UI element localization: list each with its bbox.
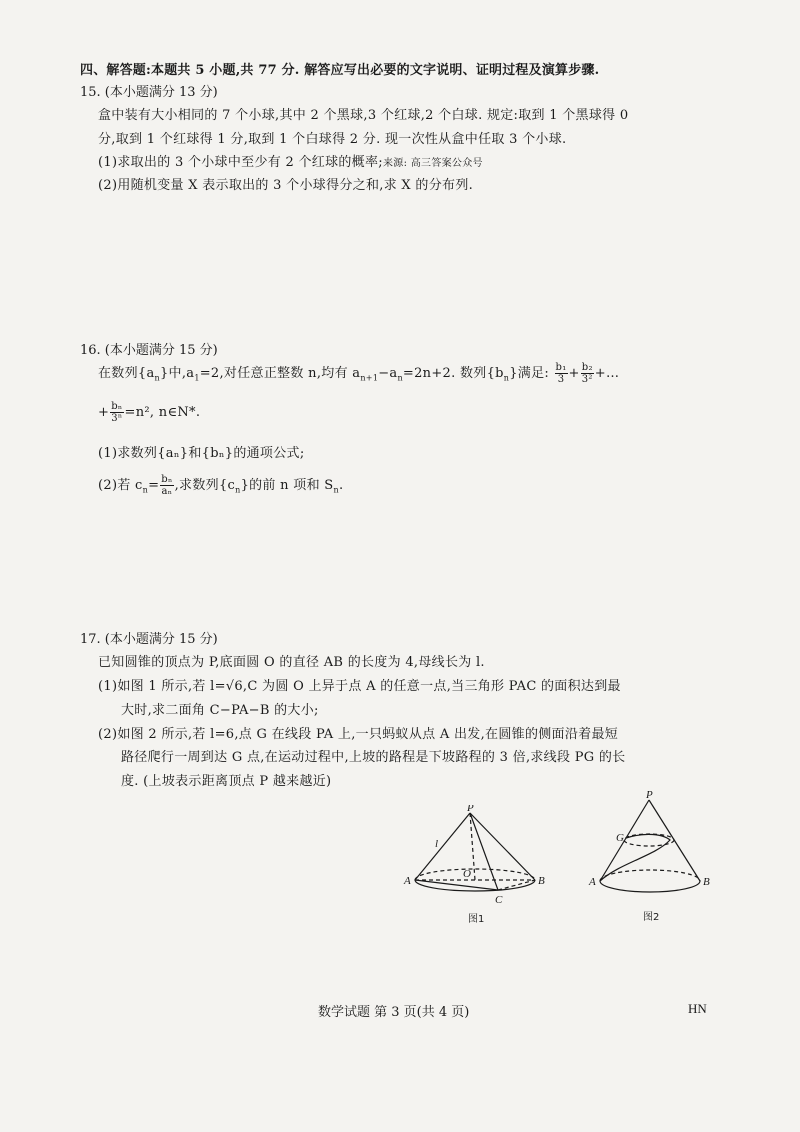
q15-part1 [98, 151, 483, 170]
q16-line2-tail: =n², n∈N*. [124, 405, 201, 420]
q16-sub: n [503, 373, 510, 383]
footer-code: HN [688, 1001, 707, 1016]
q17-part2-l2: 路径爬行一周到达 G 点,在运动过程中,上坡的路程是下坡路程的 3 倍,求线段 PG 的长 [121, 750, 626, 765]
q16-text-f: }满足: [509, 366, 550, 381]
q16-header: 16. (本小题满分 15 分) [80, 343, 218, 358]
fig2-label-G: G [616, 832, 624, 844]
q17-part1-l1: (1)如图 1 所示,若 l=√6,C 为圆 O 上异于点 A 的任意一点,当三角形 PAC 的面积达到最 [98, 679, 621, 694]
frac-den: 3ⁿ [111, 413, 123, 424]
q16-frac-bn [110, 401, 123, 424]
q17-header: 17. (本小题满分 15 分) [80, 632, 218, 647]
q16-frac-c [160, 474, 173, 497]
fig2-caption: 图2 [643, 912, 660, 923]
q16-frac-b1 [555, 362, 568, 385]
q16-plus: + [98, 405, 110, 420]
q16-line2 [98, 401, 200, 424]
fig1-label-O: O [463, 868, 471, 880]
fig2-label-B: B [703, 876, 710, 888]
q16-text-e: =2n+2. 数列{b [402, 366, 504, 381]
fig2-label-P: P [646, 789, 653, 801]
q15-line1: 盒中装有大小相同的 7 个小球,其中 2 个黑球,3 个红球,2 个白球. 规定:取到 1 个黑球得 0 [98, 108, 629, 123]
q17-part1-l2: 大时,求二面角 C−PA−B 的大小; [121, 703, 319, 718]
fig1-label-A: A [404, 875, 411, 887]
generator-PA [415, 813, 470, 880]
q16-sub: n+1 [360, 373, 379, 383]
q15-part2: (2)用随机变量 X 表示取出的 3 个小球得分之和,求 X 的分布列. [98, 178, 474, 193]
q16-text-c: =2,对任意正整数 n,均有 a [199, 366, 361, 381]
q15-source: 来源: 高三答案公众号 [382, 158, 483, 169]
q17-line1: 已知圆锥的顶点为 P,底面圆 O 的直径 AB 的长度为 4,母线长为 l. [98, 655, 485, 670]
q16-text-b: }中,a [159, 366, 195, 381]
ant-path [600, 834, 670, 881]
q17-part2-l3: 度. (上坡表示距离顶点 P 越来越近) [121, 774, 332, 789]
q17-part2-l1: (2)如图 2 所示,若 l=6,点 G 在线段 PA 上,一只蚂蚁从点 A 出发,在圆锥的侧面沿着最短 [98, 727, 619, 742]
q16-sub: 1 [194, 373, 200, 383]
q15-header: 15. (本小题满分 13 分) [80, 85, 218, 100]
q16-text-d: −a [378, 366, 398, 381]
q16-plus: + [568, 366, 580, 381]
base-front-arc [600, 881, 700, 892]
q16-part2-a: (2)若 c [98, 478, 143, 493]
q16-plus-dots: +… [594, 366, 620, 381]
q16-frac-b2 [581, 362, 594, 385]
footer-title: 数学试题 第 3 页(共 4 页) [318, 1005, 470, 1020]
section-header: 四、解答题:本题共 5 小题,共 77 分. 解答应写出必要的文字说明、证明过程及演算步骤. [80, 63, 600, 78]
q16-line1 [98, 362, 619, 385]
base-back-arc [600, 870, 700, 881]
cross-section-circle [624, 834, 674, 846]
frac-den: aₙ [161, 486, 173, 497]
frac-den: 3² [581, 374, 593, 385]
cone-figure-1 [395, 805, 555, 930]
chord-AC [415, 880, 498, 890]
q16-sub: n [154, 373, 160, 383]
q16-part2: (2)若 $c_n=$ $\frac{\text{bₙ}}{\text{aₙ}}$ ,求数列$\{c_n\}$的前 n 项和 $S_n$. [98, 474, 344, 497]
q16-sub: n [333, 485, 339, 495]
q15-line2: 分,取到 1 个红球得 1 分,取到 1 个白球得 2 分. 现一次性从盒中任取 3 个小球. [98, 132, 567, 147]
generator-PB [470, 813, 535, 880]
fig1-label-P: P [467, 805, 474, 814]
frac-den: 3 [557, 374, 565, 385]
q16-part1: (1)求数列{aₙ}和{bₙ}的通项公式; [98, 446, 305, 461]
frac-num: b₁ [555, 362, 567, 373]
fig1-label-l: l [435, 838, 439, 850]
cone-figure-2 [585, 788, 715, 928]
q16-text-a: 在数列{a [98, 366, 155, 381]
frac-num: bₙ [161, 474, 173, 485]
q15-part1-text: (1)求取出的 3 个小球中至少有 2 个红球的概率; [98, 155, 383, 170]
generator-PC [470, 813, 498, 890]
q16-part2-c: }的前 n 项和 S [240, 478, 334, 493]
fig1-label-C: C [495, 894, 503, 906]
q16-sub: n [142, 485, 149, 495]
frac-num: b₂ [581, 362, 593, 373]
fig2-label-A: A [589, 876, 596, 888]
q16-sub: n [235, 485, 241, 495]
q16-sub: n [397, 373, 403, 383]
fig1-caption: 图1 [468, 914, 485, 925]
q16-part2-b: ,求数列{c [174, 478, 236, 493]
frac-num: bₙ [111, 401, 123, 412]
fig1-label-B: B [538, 875, 545, 887]
